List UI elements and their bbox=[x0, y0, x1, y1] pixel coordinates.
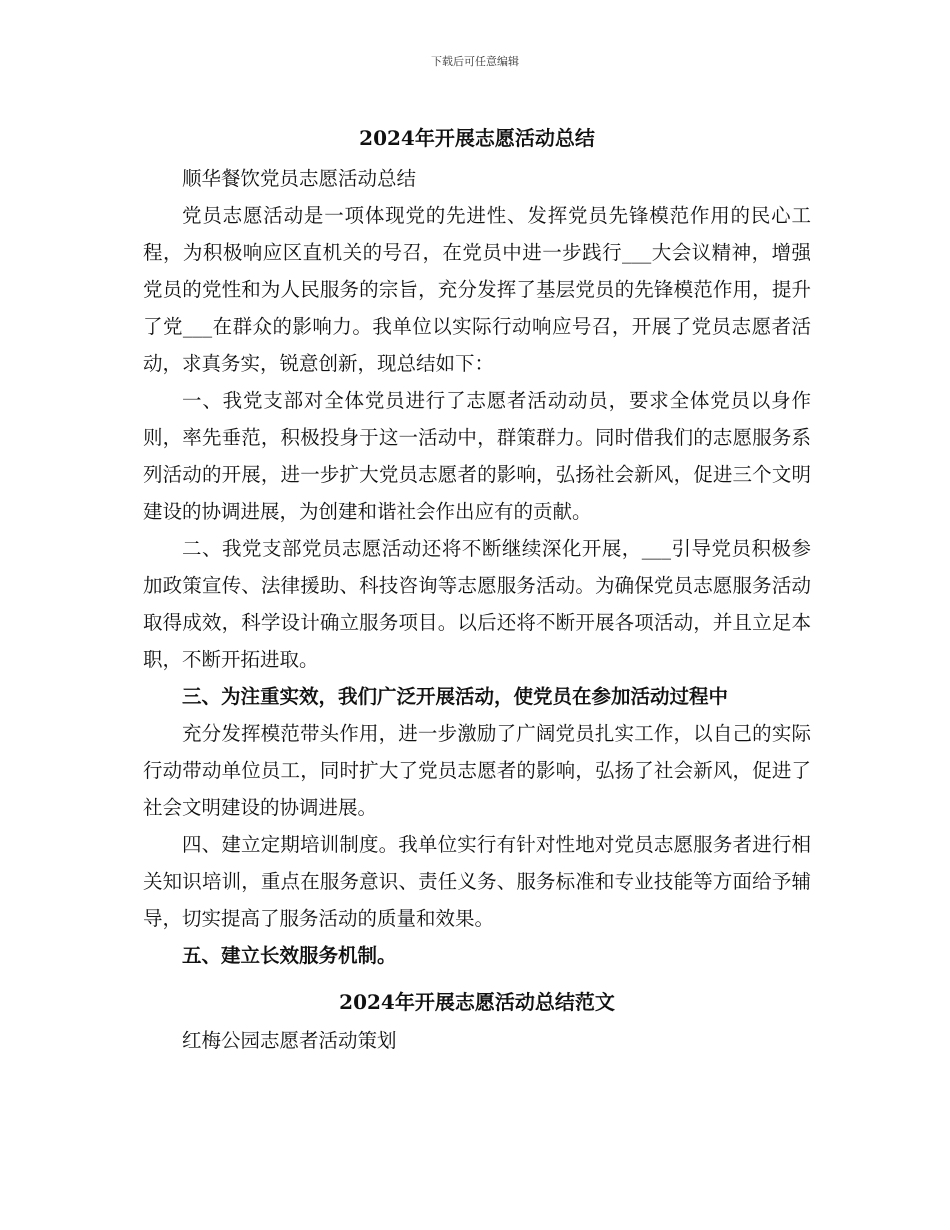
second-document-title: 2024年开展志愿活动总结范文 bbox=[339, 990, 615, 1014]
paragraph-last: 红梅公园志愿者活动策划 bbox=[182, 1029, 397, 1052]
document-title: 2024年开展志愿活动总结 bbox=[359, 126, 595, 150]
document-body bbox=[143, 118, 811, 1059]
paragraph-section-3-body: 充分发挥模范带头作用，进一步激励了广阔党员扎实工作，以自己的实际行动带动单位员工，同时扩大了党员志愿者的影响，弘扬了社会新风，促进了社会文明建设的协调进展。 bbox=[143, 722, 811, 819]
paragraph-section-4: 四、建立定期培训制度。我单位实行有针对性地对党员志愿服务者进行相关知识培训，重点在服务意识、责任义务、服务标准和专业技能等方面给予辅导，切实提高了服务活动的质量和效果。 bbox=[143, 833, 811, 930]
paragraph-section-3-heading: 三、为注重实效，我们广泛开展活动，使党员在参加活动过程中 bbox=[182, 685, 729, 708]
paragraph-subtitle: 顺华餐饮党员志愿活动总结 bbox=[182, 167, 417, 190]
page-header: 下载后可任意编辑 bbox=[431, 55, 519, 68]
paragraph-intro: 党员志愿活动是一项体现党的先进性、发挥党员先锋模范作用的民心工程，为积极响应区直机关的号召，在党员中进一步践行___大会议精神，增强党员的党性和为人民服务的宗旨，充分发挥了基层党员的先锋模范作用，提升了党___在群众的影响力。我单位以实际行动响应号召，开展了党员志愿者活动，求真务实，锐意创新，现总结如下： bbox=[143, 204, 811, 375]
paragraph-section-1: 一、我党支部对全体党员进行了志愿者活动动员，要求全体党员以身作则，率先垂范，积极投身于这一活动中，群策群力。同时借我们的志愿服务系列活动的开展，进一步扩大党员志愿者的影响，弘扬社会新风，促进三个文明建设的协调进展，为创建和谐社会作出应有的贡献。 bbox=[143, 389, 811, 523]
paragraph-section-2: 二、我党支部党员志愿活动还将不断继续深化开展，___引导党员积极参加政策宣传、法律援助、科技咨询等志愿服务活动。为确保党员志愿服务活动取得成效，科学设计确立服务项目。以后还将不断开展各项活动，并且立足本职，不断开拓进取。 bbox=[143, 537, 811, 671]
paragraph-section-5-heading: 五、建立长效服务机制。 bbox=[182, 944, 397, 967]
